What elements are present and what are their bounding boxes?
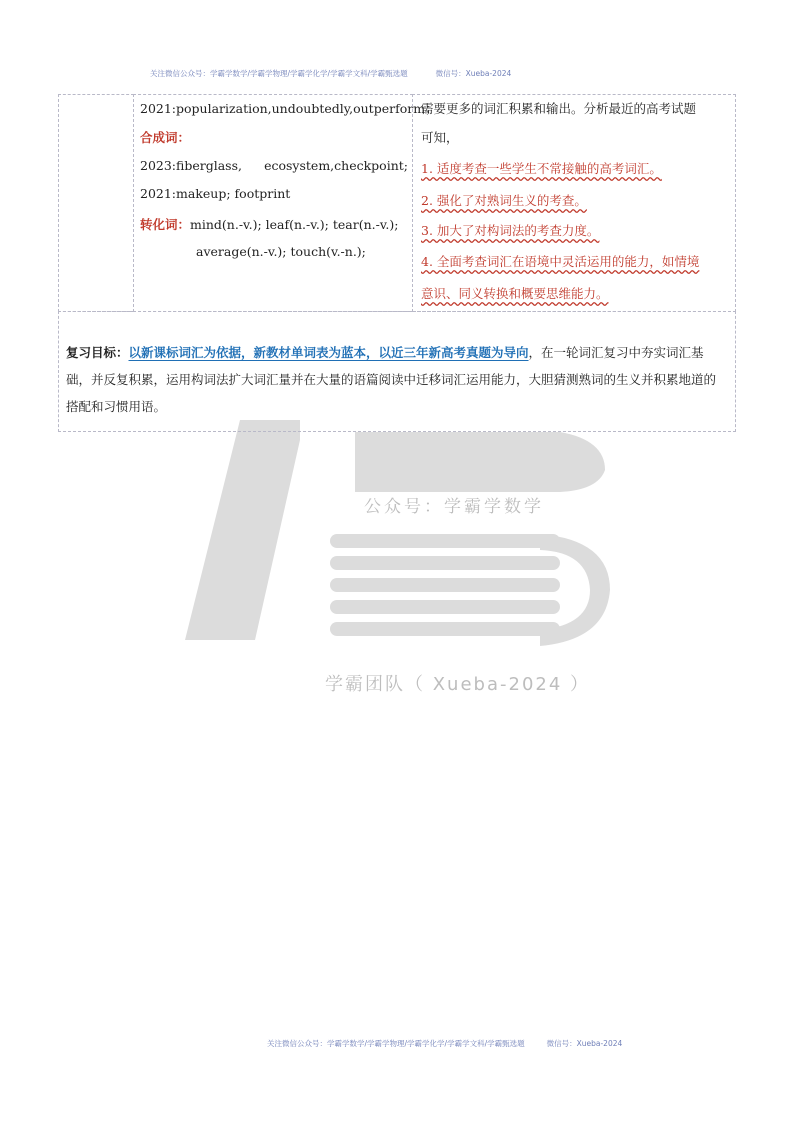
table-cell-left [58, 94, 134, 312]
review-goal-paragraph [66, 339, 728, 420]
review-goal-text: ，在一轮词汇复习中夯实词汇基础，并反复积累，运用构词法扩大词汇量并在大量的语篇阅读中迁移词汇运用能力，大胆猜测熟词的生义并积累地道的搭配和习惯用语。 [66, 345, 717, 414]
table-cell-right [412, 94, 736, 312]
review-goal-highlight: 以新课标词汇为依据，新教材单词表为蓝本，以近三年新高考真题为导向 [128, 345, 529, 360]
analysis-item-4a: 4. 全面考查词汇在语境中灵活运用的能力，如情境 [421, 254, 700, 269]
content-table [58, 94, 736, 432]
footer-wechat: 微信号：Xueba-2024 [546, 1039, 623, 1048]
conversion-words-label: 转化词： [140, 217, 191, 232]
compound-words-label: 合成词： [140, 130, 191, 145]
conversion-list-1: mind(n.-v.); leaf(n.-v.); tear(n.-v.); [190, 217, 399, 232]
page-footer [267, 1038, 622, 1049]
header-accounts: 关注微信公众号：学霸学数学/学霸学物理/学霸学化学/学霸学文科/学霸甄选题 [150, 69, 408, 78]
analysis-item-3: 3. 加大了对构词法的考查力度。 [421, 223, 600, 238]
analysis-item-1: 1. 适度考查一些学生不常接触的高考词汇。 [421, 161, 662, 176]
page-header [150, 68, 511, 79]
review-goal-label: 复习目标： [66, 345, 129, 360]
word-list-2021-compound: 2021:makeup; footprint [140, 186, 291, 201]
table-cell-middle [133, 94, 438, 312]
analysis-intro-2: 可知， [421, 130, 459, 145]
conversion-line [140, 215, 398, 233]
footer-accounts: 关注微信公众号：学霸学数学/学霸学物理/学霸学化学/学霸学文科/学霸甄选题 [267, 1039, 525, 1048]
conversion-list-2: average(n.-v.); touch(v.-n.); [196, 244, 366, 259]
watermark-text-1: 公众号：学霸学数学 [364, 497, 544, 517]
header-wechat: 微信号：Xueba-2024 [435, 69, 512, 78]
word-list-2021-derivation: 2021:popularization,undoubtedly,outperform； [140, 101, 438, 116]
analysis-item-2: 2. 强化了对熟词生义的考查。 [421, 193, 587, 208]
analysis-item-4b: 意识、同义转换和概要思维能力。 [421, 286, 609, 301]
word-list-2023-a: 2023:fiberglass, [140, 158, 242, 173]
word-list-2023-compound [140, 158, 408, 173]
analysis-intro-1: 需要更多的词汇积累和输出。分析最近的高考试题 [421, 101, 697, 116]
word-list-2023-b: ecosystem,checkpoint; [264, 158, 408, 173]
watermark-text-2: 学霸团队（ Xueba-2024 ） [325, 674, 591, 695]
